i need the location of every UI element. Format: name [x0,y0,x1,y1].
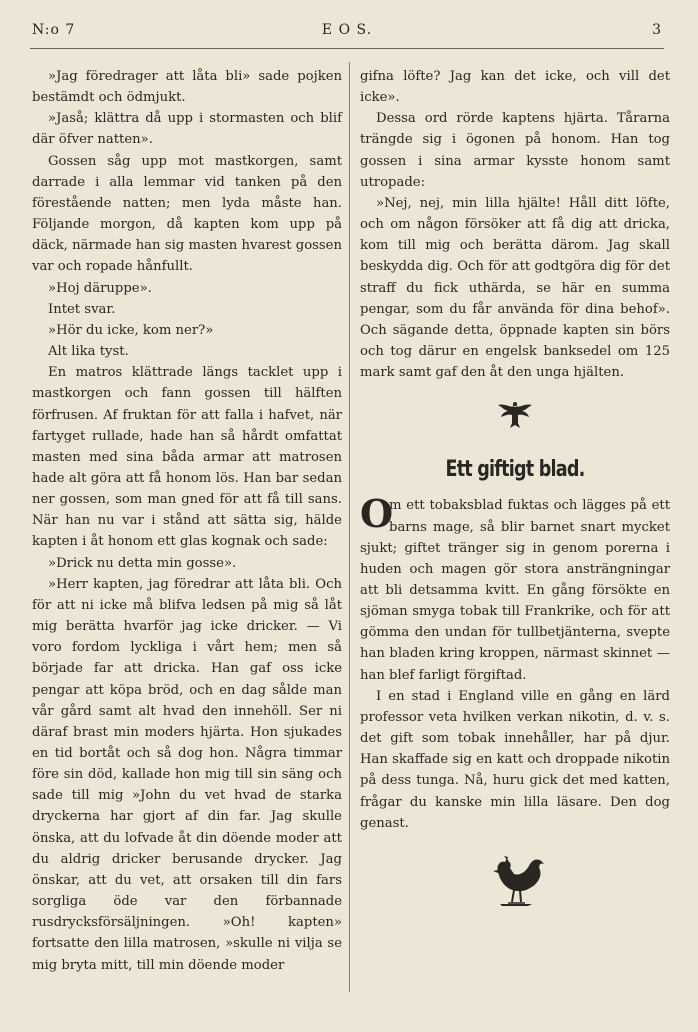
eagle-ornament-icon [495,395,535,435]
issue-number: N:o 7 [32,22,76,38]
first-paragraph-text: m ett tobaksblad fuktas och lägges på ett barns mage, så blir barnet snart mycket sjukt; giftet tränger sig in genom porerna i huden och magen gör stora ansträngningar att bli detsamma kvitt. En gång försökte en sjöman smyga tobak till Frankrike, och för att gömma den undan för tullbetjänterna, svepte han bladen kring kroppen, närmast skinnet — han blef farligt förgiftad. [360,498,670,683]
publication-title: E O S. [321,22,373,38]
column-divider [349,62,350,992]
paragraph: »Drick nu detta min gosse». [48,555,237,571]
article-title: Ett giftigt blad. [445,457,585,483]
rooster-icon [480,852,550,908]
page-number: 3 [652,22,662,38]
paragraph: »Jag föredrager att låta bli» sade pojken bestämdt och ödmjukt. [32,69,342,106]
right-column [360,66,670,908]
paragraph: Gossen såg upp mot mastkorgen, samt darrade i alla lemmar vid tanken på den förestående natten; men lyda måste han. Följande morgon, då kapten kom upp på däck, närmade han sig masten hvarest gossen var och ropade hånfullt. [32,153,342,275]
paragraph: Intet svar. [48,301,116,317]
paragraph: »Hoj däruppe». [48,280,152,296]
paragraph: En matros klättrade längs tacklet upp i mastkorgen och fann gossen till hälften förfrusen. Af fruktan för att falla i hafvet, när fartyget rullade, hade han så hårdt omfattat masten med sina båda armar att matrosen hade alt göra att få honom lös. Han bar sedan ner gossen, som man gned för att få till sans. När han nu var i stånd att sätta sig, hälde kapten i åt honom ett glas kognak och sade: [32,365,342,550]
page-header [32,22,662,46]
paragraph: gifna löfte? Jag kan det icke, och vill det icke». [360,69,670,106]
paragraph: »Hör du icke, kom ner?» [48,322,214,338]
paragraph: »Herr kapten, jag föredrar att låta bli. Och för att ni icke må blifva ledsen på mig så låt mig berätta hvarför jag icke dricker. — Vi voro fordom lyckliga i vårt hem; men så började far att dricka. Han gaf oss icke pengar att köpa bröd, och en dag sålde man vår gård samt alt hvad den innehöll. Ser ni däraf brast min moders hjärta. Hon sjukades en tid bortåt och så dog hon. Några timmar före sin död, kallade hon mig till sin säng och sade till mig »John du vet hvad de starka dryckerna har gjort af din far. Jag skulle önska, att du lofvade åt din döende moder att du aldrig dricker berusande drycker. Jag önskar, att du vet, att orsaken till din fars sorgliga öde var den förbannade rusdrycksförsäljningen. »Oh! kapten» fortsatte den lilla matrosen, »skulle ni vilja se mig bryta mitt, till min döende moder [32,576,342,973]
paragraph: Dessa ord rörde kaptens hjärta. Tårarna trängde sig i ögonen på honom. Han tog gossen i sina armar kysste honom samt utropade: [360,111,670,190]
header-rule [30,48,664,49]
article-second-paragraph: I en stad i England ville en gång en lärd professor veta hvilken verkan nikotin, d. v. s. det gift som tobak innehåller, har på djur. Han skaffade sig en katt och droppade nikotin på dess tunga. Nå, huru gick det med katten, frågar du kanske min lilla läsare. Den dog genast. [360,688,670,831]
drop-cap: O [360,491,394,537]
paragraph: »Nej, nej, min lilla hjälte! Håll ditt löfte, och om någon försöker att få dig att dricka, kom till mig och berätta därom. Jag skall beskydda dig. Och för att godtgöra dig för det straff du fick uthärda, se här en summa pengar, som du får använda för dina behof». Och sägande detta, öppnade kapten sin börs och tog därur en engelsk banksedel om 125 mark samt gaf den åt den unga hjälten. [360,195,670,381]
article-first-paragraph [360,491,670,685]
paragraph: »Jaså; klättra då upp i stormasten och blif där öfver natten». [32,111,342,148]
paragraph: Alt lika tyst. [48,344,129,360]
left-column [32,66,342,976]
